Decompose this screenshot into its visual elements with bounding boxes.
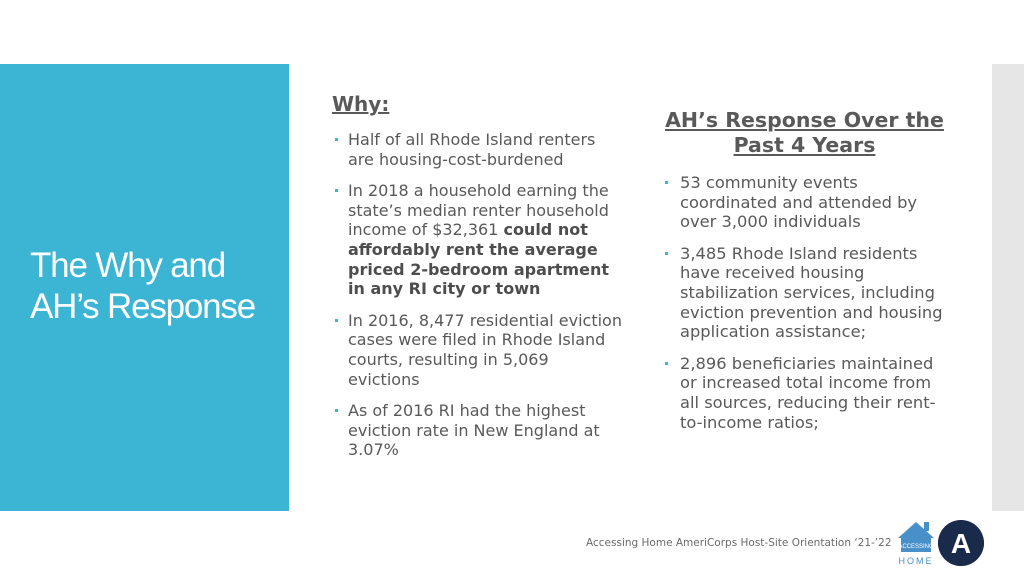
- slide-title-line-1: The Why and: [30, 246, 225, 285]
- footer-text: Accessing Home AmeriCorps Host-Site Orientation ‘21-’22: [586, 537, 892, 549]
- response-column: [662, 108, 947, 444]
- why-bullet-2-text: In 2018 a household earning the state’s median renter household income of $32,361: [348, 181, 609, 240]
- response-bullet-3-text: 2,896 beneficiaries maintained or increased total income from all sources, reducing their rent-to-income ratios;: [680, 353, 936, 432]
- americorps-logo: [938, 520, 984, 566]
- why-bullet-3-text: In 2016, 8,477 residential eviction cases were filed in Rhode Island courts, resulting in 5,069 evictions: [348, 310, 622, 389]
- response-list: [662, 173, 947, 432]
- response-heading: AH’s Response Over the Past 4 Years: [665, 108, 944, 157]
- why-bullet-4: [332, 401, 622, 460]
- logo-word-home: HOME: [898, 556, 934, 566]
- why-list: [332, 130, 622, 460]
- why-bullet-2: [332, 181, 622, 299]
- why-bullet-2-bold: could not affordably rent the average priced 2-bedroom apartment in any RI city or town: [348, 220, 609, 299]
- accessing-home-logo: [896, 518, 936, 568]
- americorps-logo-letter: A: [950, 528, 972, 559]
- response-bullet-2-text: 3,485 Rhode Island residents have received housing stabilization services, including eviction prevention and housing application assistance;: [680, 243, 943, 342]
- slide-title: [30, 245, 280, 327]
- side-bar: [992, 64, 1024, 511]
- response-bullet-3: [662, 354, 947, 432]
- why-column: [332, 92, 622, 472]
- why-bullet-4-text: As of 2016 RI had the highest eviction rate in New England at 3.07%: [348, 401, 600, 460]
- slide-title-line-2: AH’s Response: [30, 287, 255, 326]
- response-bullet-1-text: 53 community events coordinated and attended by over 3,000 individuals: [680, 173, 918, 232]
- response-bullet-1: [662, 173, 947, 232]
- response-bullet-2: [662, 244, 947, 342]
- why-bullet-1: [332, 130, 622, 169]
- why-bullet-3: [332, 311, 622, 389]
- logo-word-accessing: ACCESSING: [898, 544, 934, 550]
- why-heading: Why:: [332, 92, 390, 116]
- why-bullet-1-text: Half of all Rhode Island renters are housing-cost-burdened: [348, 130, 596, 169]
